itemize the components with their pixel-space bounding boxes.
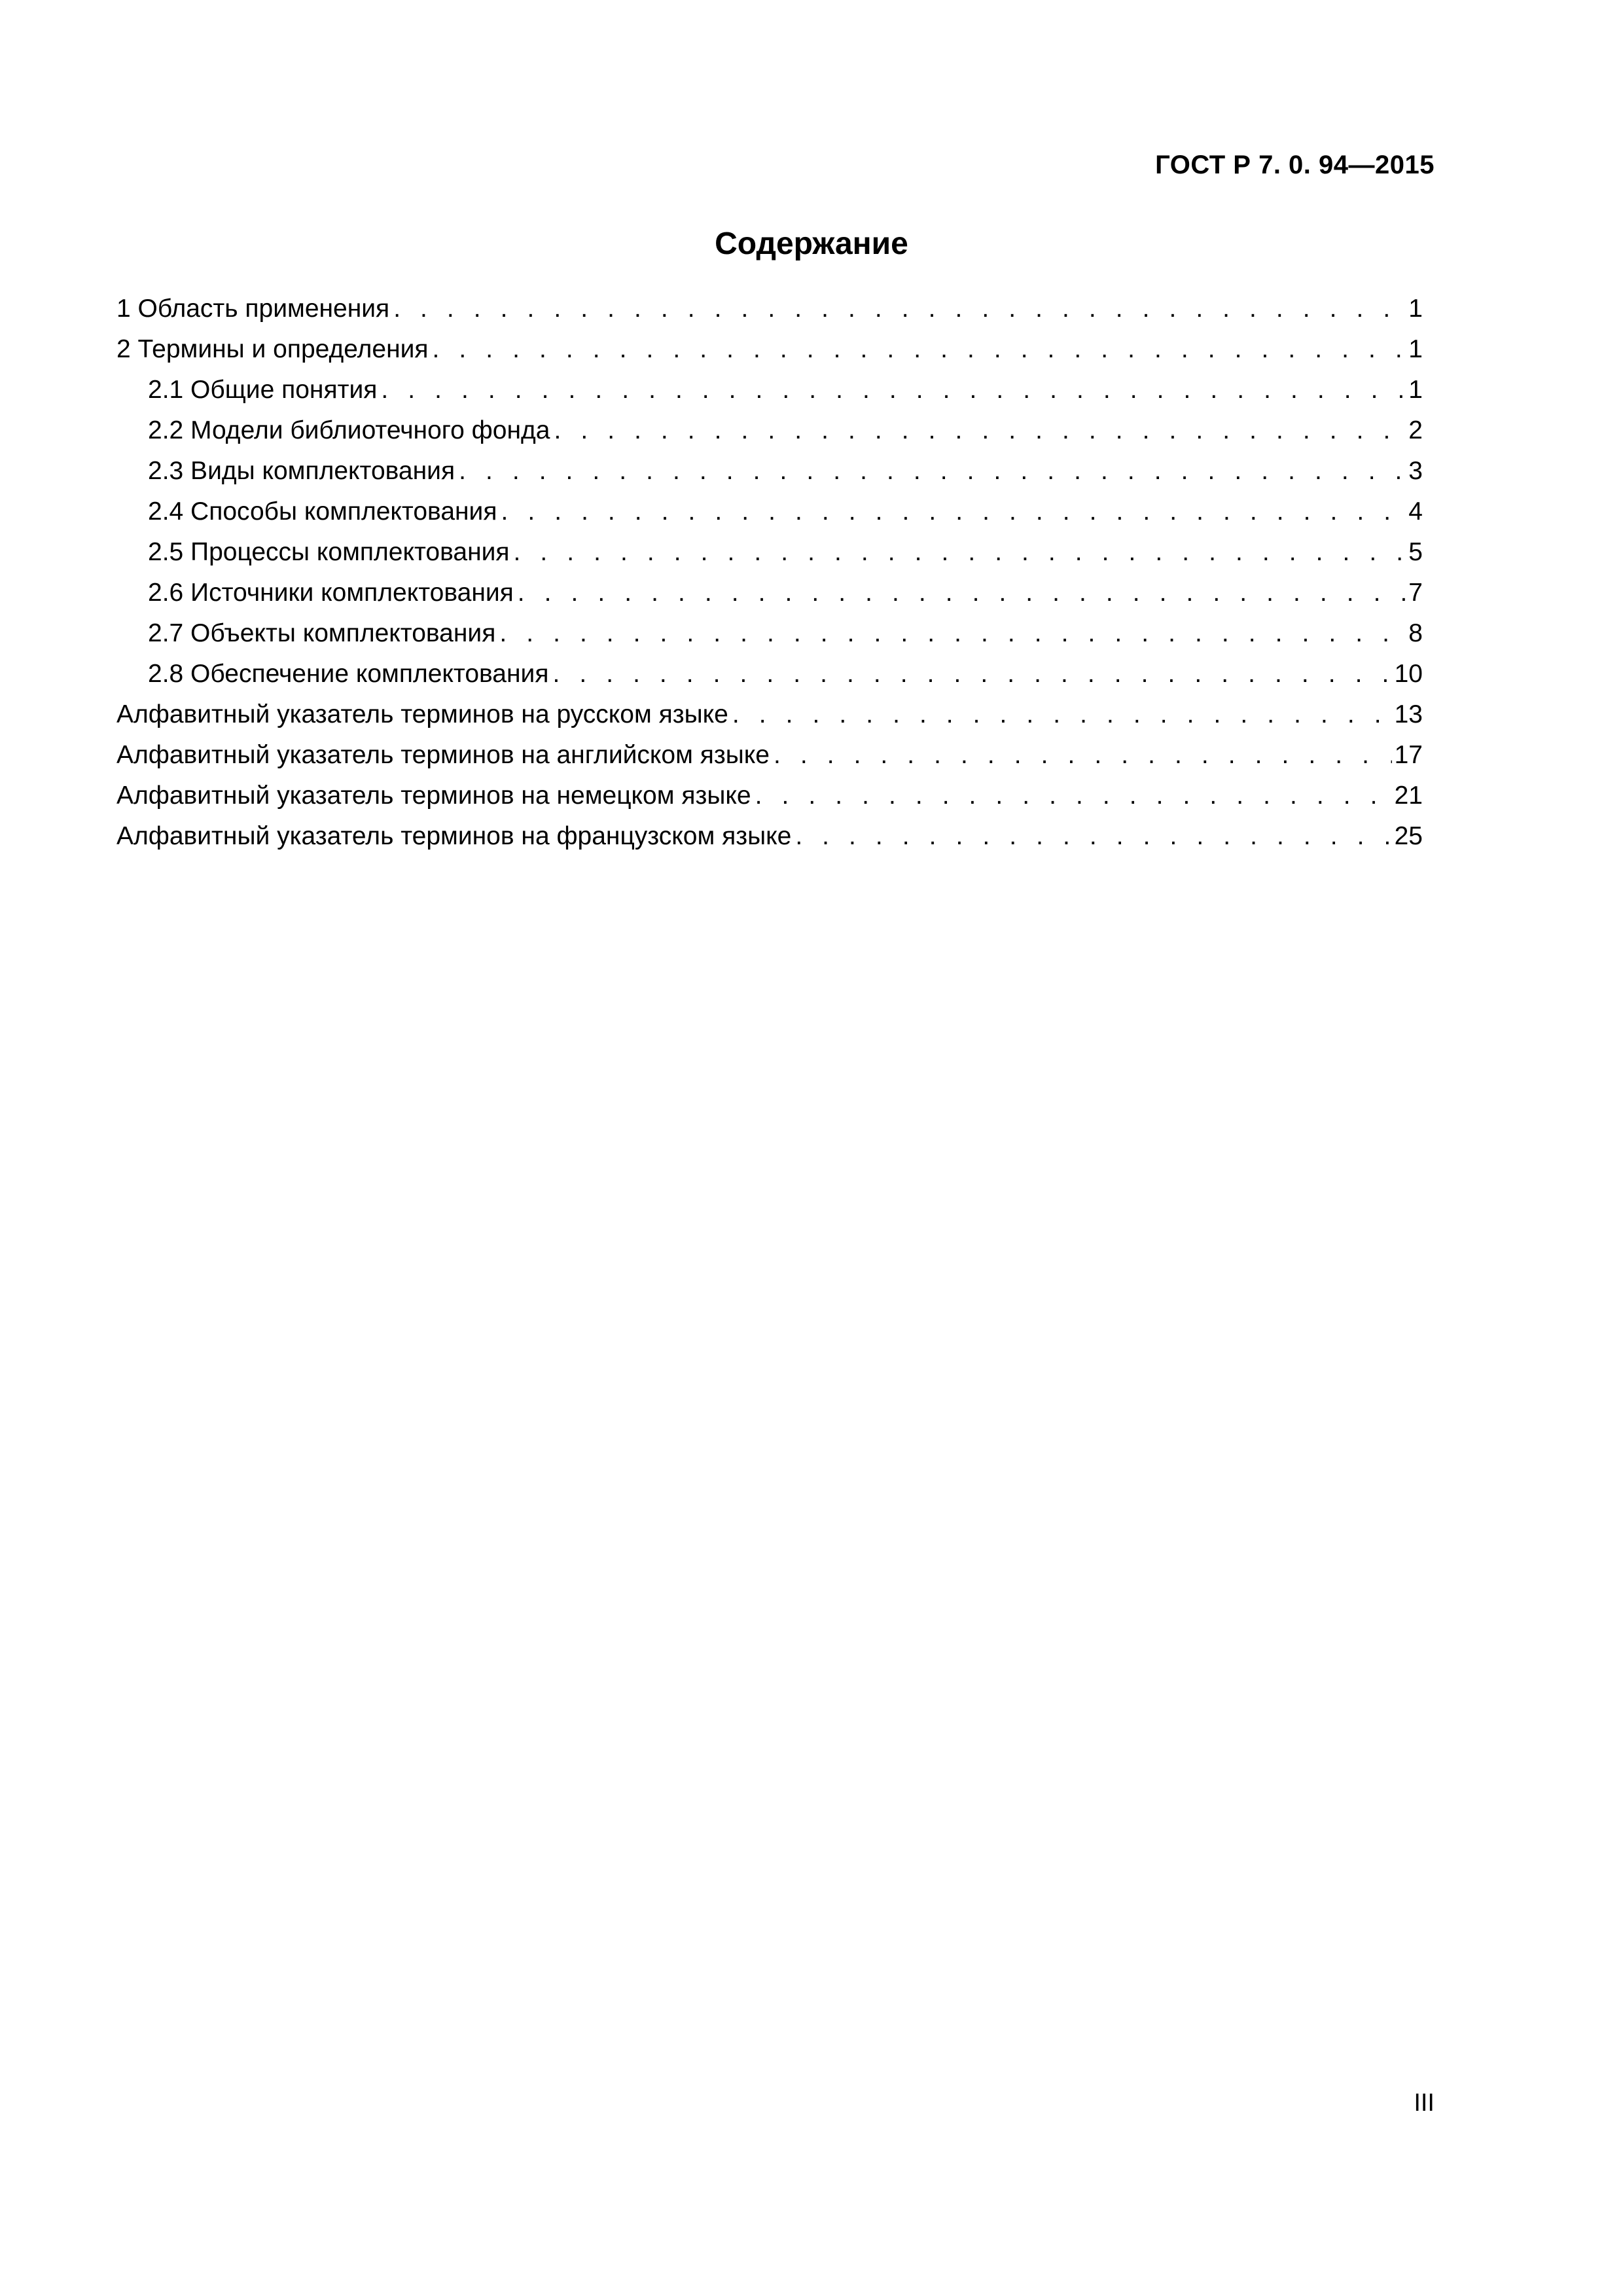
toc-subentry[interactable] bbox=[116, 660, 1423, 700]
toc-entry-label: 2.2 Модели библиотечного фонда bbox=[148, 416, 550, 444]
toc-dot-leader bbox=[554, 416, 1406, 445]
toc-entry-label: 2.1 Общие понятия bbox=[148, 376, 378, 404]
toc-entry-label: 2.8 Обеспечение комплектования bbox=[148, 660, 549, 688]
toc-subentry[interactable] bbox=[116, 376, 1423, 416]
toc-dot-leader bbox=[459, 457, 1406, 486]
toc-subentry[interactable] bbox=[116, 538, 1423, 579]
toc-entry[interactable] bbox=[116, 295, 1423, 335]
toc-entry-page: 4 bbox=[1408, 497, 1423, 526]
toc-entry-label: 2.7 Объекты комплектования bbox=[148, 619, 496, 647]
page-number: III bbox=[1414, 2089, 1435, 2117]
toc-dot-leader bbox=[381, 376, 1406, 404]
toc-entry[interactable] bbox=[116, 700, 1423, 741]
toc-dot-leader bbox=[755, 781, 1392, 810]
toc-dot-leader bbox=[393, 295, 1406, 323]
toc-subentry[interactable] bbox=[116, 497, 1423, 538]
toc-subentry[interactable] bbox=[116, 579, 1423, 619]
toc-entry-label: 2.3 Виды комплектования bbox=[148, 457, 455, 485]
toc-dot-leader bbox=[732, 700, 1392, 729]
toc-entry-page: 25 bbox=[1394, 822, 1423, 850]
document-code-header: ГОСТ Р 7. 0. 94—2015 bbox=[1155, 151, 1435, 179]
toc-entry-label: Алфавитный указатель терминов на английском языке bbox=[116, 741, 770, 769]
toc-entry-page: 21 bbox=[1394, 781, 1423, 810]
toc-entry-label: 1 Область применения bbox=[116, 295, 390, 323]
toc-dot-leader bbox=[501, 497, 1406, 526]
toc-dot-leader bbox=[774, 741, 1392, 770]
toc-entry-label: 2.5 Процессы комплектования bbox=[148, 538, 510, 566]
toc-entry-page: 1 bbox=[1408, 376, 1423, 404]
toc-entry-page: 8 bbox=[1408, 619, 1423, 647]
toc-entry[interactable] bbox=[116, 781, 1423, 822]
toc-entry-page: 5 bbox=[1408, 538, 1423, 566]
toc-entry-page: 3 bbox=[1408, 457, 1423, 485]
toc-entry-label: Алфавитный указатель терминов на французском языке bbox=[116, 822, 792, 850]
toc-entry-label: 2 Термины и определения bbox=[116, 335, 429, 363]
toc-entry-page: 7 bbox=[1408, 579, 1423, 607]
toc-dot-leader bbox=[499, 619, 1406, 648]
toc-entry-page: 1 bbox=[1408, 295, 1423, 323]
toc-entry-page: 13 bbox=[1394, 700, 1423, 728]
toc-entry-page: 2 bbox=[1408, 416, 1423, 444]
toc-entry-page: 17 bbox=[1394, 741, 1423, 769]
toc-title: Содержание bbox=[715, 226, 908, 261]
toc-dot-leader bbox=[795, 822, 1391, 851]
toc-entry[interactable] bbox=[116, 335, 1423, 376]
toc-entry-label: 2.4 Способы комплектования bbox=[148, 497, 497, 526]
toc-entry-page: 10 bbox=[1394, 660, 1423, 688]
toc-entry-label: 2.6 Источники комплектования bbox=[148, 579, 514, 607]
table-of-contents bbox=[116, 295, 1423, 863]
toc-entry-label: Алфавитный указатель терминов на немецком языке bbox=[116, 781, 751, 810]
toc-dot-leader bbox=[518, 579, 1406, 607]
toc-subentry[interactable] bbox=[116, 457, 1423, 497]
toc-dot-leader bbox=[514, 538, 1406, 567]
toc-subentry[interactable] bbox=[116, 619, 1423, 660]
toc-dot-leader bbox=[433, 335, 1406, 364]
toc-entry-page: 1 bbox=[1408, 335, 1423, 363]
toc-dot-leader bbox=[552, 660, 1391, 689]
toc-entry[interactable] bbox=[116, 741, 1423, 781]
toc-entry[interactable] bbox=[116, 822, 1423, 863]
toc-subentry[interactable] bbox=[116, 416, 1423, 457]
toc-entry-label: Алфавитный указатель терминов на русском языке bbox=[116, 700, 728, 728]
